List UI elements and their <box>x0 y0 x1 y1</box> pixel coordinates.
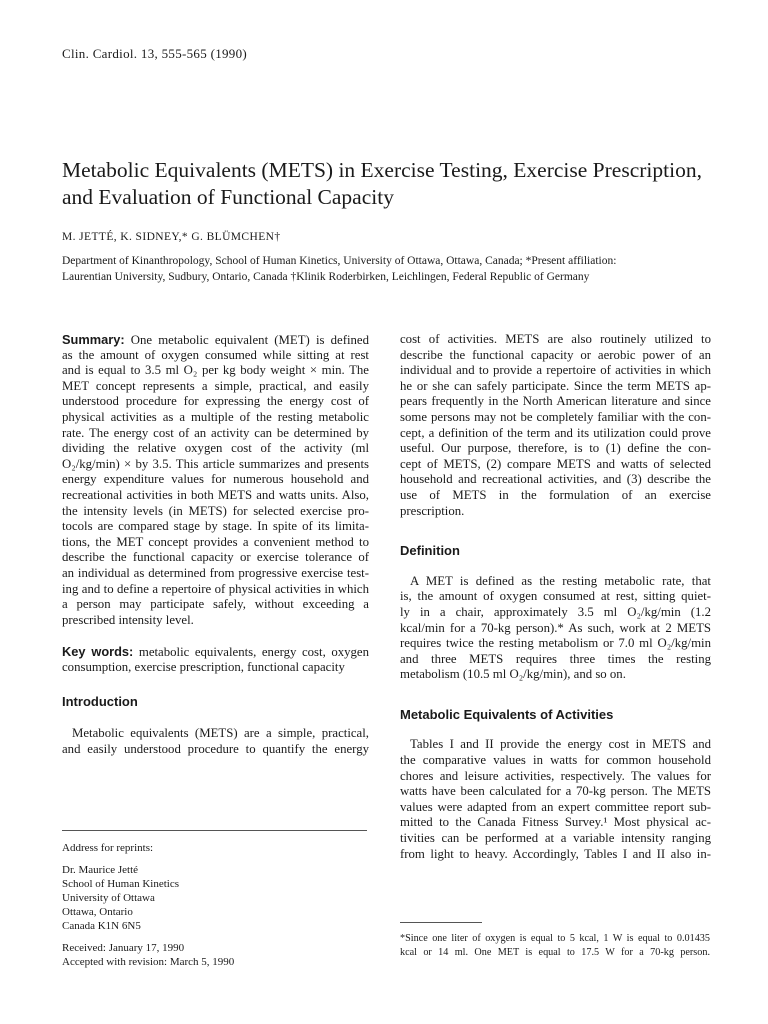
definition-line: is, the amount of oxygen consumed at rest, sitting quiet- <box>400 589 711 604</box>
body-line: cept of METS, (2) compare METS and watts of selected <box>400 456 711 471</box>
reprint-address <box>62 841 234 969</box>
introduction-section <box>62 726 369 757</box>
activities-line: from light to heavy. Accordingly, Tables I and II also in- <box>400 846 711 861</box>
summary-line: tocols are compared stage by stage. In spite of its limita- <box>62 519 369 534</box>
definition-line: requires twice the resting metabolism or 7.0 ml O₂/kg/min <box>400 636 711 651</box>
introduction-continued <box>400 332 711 519</box>
address-line: University of Ottawa <box>62 892 155 904</box>
address-line: School of Human Kinetics <box>62 878 180 890</box>
affiliation-line: Laurentian University, Sudbury, Ontario, Canada †Klinik Roderbirken, Leichlingen, Federal Republic of Germany <box>62 271 590 283</box>
accepted-date: Accepted with revision: March 5, 1990 <box>62 956 235 968</box>
body-line: he or she can safely participate. Since the term METS ap- <box>400 378 711 393</box>
body-line: cept, a definition of the term and its utilization could prove <box>400 425 711 440</box>
footnote-line: kcal or 14 ml. One MET is equal to 17.5 W for a 70-kg person. <box>400 947 710 958</box>
title-line: and Evaluation of Functional Capacity <box>62 185 394 209</box>
activities-line: watts have been calculated for a 70-kg person. The METS <box>400 784 711 799</box>
footnote <box>400 932 710 960</box>
introduction-line: Metabolic equivalents (METS) are a simple, practical, <box>72 726 369 741</box>
summary-label: Summary: <box>62 332 125 347</box>
affiliation-line: Department of Kinanthropology, School of Human Kinetics, University of Ottawa, Ottawa, Canada; *Present affiliation: <box>62 255 617 267</box>
definition-section <box>400 574 711 683</box>
summary-line: as the amount of oxygen consumed while sitting at rest <box>62 347 369 362</box>
body-line: individual and to provide a repertoire of activities in which <box>400 363 711 378</box>
definition-line: and three METS requires three times the resting <box>400 651 711 666</box>
summary-line: dividing the relative oxygen cost of the activity (ml <box>62 441 369 456</box>
summary-line: describe the functional capacity or exercise tolerance of <box>62 550 369 565</box>
keywords-line: consumption, exercise prescription, functional capacity <box>62 659 345 674</box>
activities-line: the comparative values in watts for common household <box>400 753 711 768</box>
activities-line: tivities can be performed at a variable intensity ranging <box>400 831 711 846</box>
address-line: Address for reprints: <box>62 842 154 854</box>
body-line: use of METS in the formulation of an exercise <box>400 487 711 502</box>
body-line: pears frequently in the North American literature and since <box>400 394 711 409</box>
summary-line: prescribed intensity level. <box>62 612 194 627</box>
address-line: Ottawa, Ontario <box>62 906 133 918</box>
left-column <box>62 332 369 757</box>
activities-line: Tables I and II provide the energy cost in METS and <box>410 737 711 752</box>
address-line: Canada K1N 6N5 <box>62 920 141 932</box>
affiliations <box>62 253 742 285</box>
keywords-section <box>62 644 369 675</box>
activities-line: values were adapted from an expert committee report sub- <box>400 799 711 814</box>
received-date: Received: January 17, 1990 <box>62 942 185 954</box>
summary-line: the intensity levels (in METS) for selected exercise pro- <box>62 503 369 518</box>
summary-line: One metabolic equivalent (MET) is defined <box>130 333 370 347</box>
keywords-line: metabolic equivalents, energy cost, oxygen <box>138 645 369 660</box>
definition-line: ly in a chair, approximately 3.5 ml O₂/kg/min (1.2 <box>400 604 711 619</box>
body-line: describe the functional capacity or aerobic power of an <box>400 347 711 362</box>
summary-line: MET concept represents a simple, practical, and easily <box>62 378 369 393</box>
author-list: M. JETTÉ, K. SIDNEY,* G. BLÜMCHEN† <box>62 231 281 243</box>
definition-line: kcal/min for a 70-kg person).* As such, work at 2 METS <box>400 620 711 635</box>
summary-line: understood procedure for expressing the energy cost of <box>62 394 369 409</box>
summary-section <box>62 332 369 628</box>
summary-line: a person may participate safely, without exceeding a <box>62 597 369 612</box>
summary-line: physical activities as a multiple of the resting metabolic <box>62 409 369 424</box>
body-line: some persons may not be completely familiar with the con- <box>400 409 711 424</box>
summary-line: recreational activities in both METS and watts units. Also, <box>62 487 369 502</box>
summary-line: an individual as determined from progressive exercise test- <box>62 565 369 580</box>
right-column <box>400 332 711 862</box>
journal-reference: Clin. Cardiol. 13, 555-565 (1990) <box>62 46 248 61</box>
activities-heading: Metabolic Equivalents of Activities <box>400 706 614 722</box>
address-divider <box>62 830 367 831</box>
summary-line: ing and to define a repertoire of physical activities in which <box>62 581 369 596</box>
summary-line: O₂/kg/min) × by 3.5. This article summarizes and presents <box>62 456 369 471</box>
body-line: useful. Our purpose, therefore, is to (1) define the con- <box>400 441 711 456</box>
activities-section <box>400 737 711 862</box>
definition-heading: Definition <box>400 543 460 559</box>
definition-line: metabolism (10.5 ml O₂/kg/min), and so on. <box>400 667 626 682</box>
activities-line: chores and leisure activities, respectively. The values for <box>400 768 711 783</box>
body-line: prescription. <box>400 503 465 518</box>
introduction-line: and easily understood procedure to quantify the energy <box>62 741 369 756</box>
summary-line: energy expenditure values for numerous household and <box>62 472 369 487</box>
address-line: Dr. Maurice Jetté <box>62 864 139 876</box>
keywords-label: Key words: <box>62 644 134 660</box>
article-title <box>62 157 722 211</box>
summary-line: tions, the MET concept provides a convenient method to <box>62 534 369 549</box>
footnote-divider <box>400 922 482 923</box>
body-line: cost of activities. METS are also routinely utilized to <box>400 332 711 346</box>
summary-line: and is equal to 3.5 ml O₂ per kg body weight × min. The <box>62 363 369 378</box>
summary-line: rate. The energy cost of an activity can be determined by <box>62 425 369 440</box>
body-line: household and recreational activities, and (3) describe the <box>400 472 711 487</box>
footnote-line: *Since one liter of oxygen is equal to 5 kcal, 1 W is equal to 0.01435 <box>400 933 710 944</box>
introduction-heading: Introduction <box>62 694 138 710</box>
activities-line: mitted to the Canada Fitness Survey.¹ Most physical ac- <box>400 815 711 830</box>
definition-line: A MET is defined as the resting metabolic rate, that <box>410 573 711 588</box>
title-line: Metabolic Equivalents (METS) in Exercise Testing, Exercise Prescription, <box>62 158 702 182</box>
